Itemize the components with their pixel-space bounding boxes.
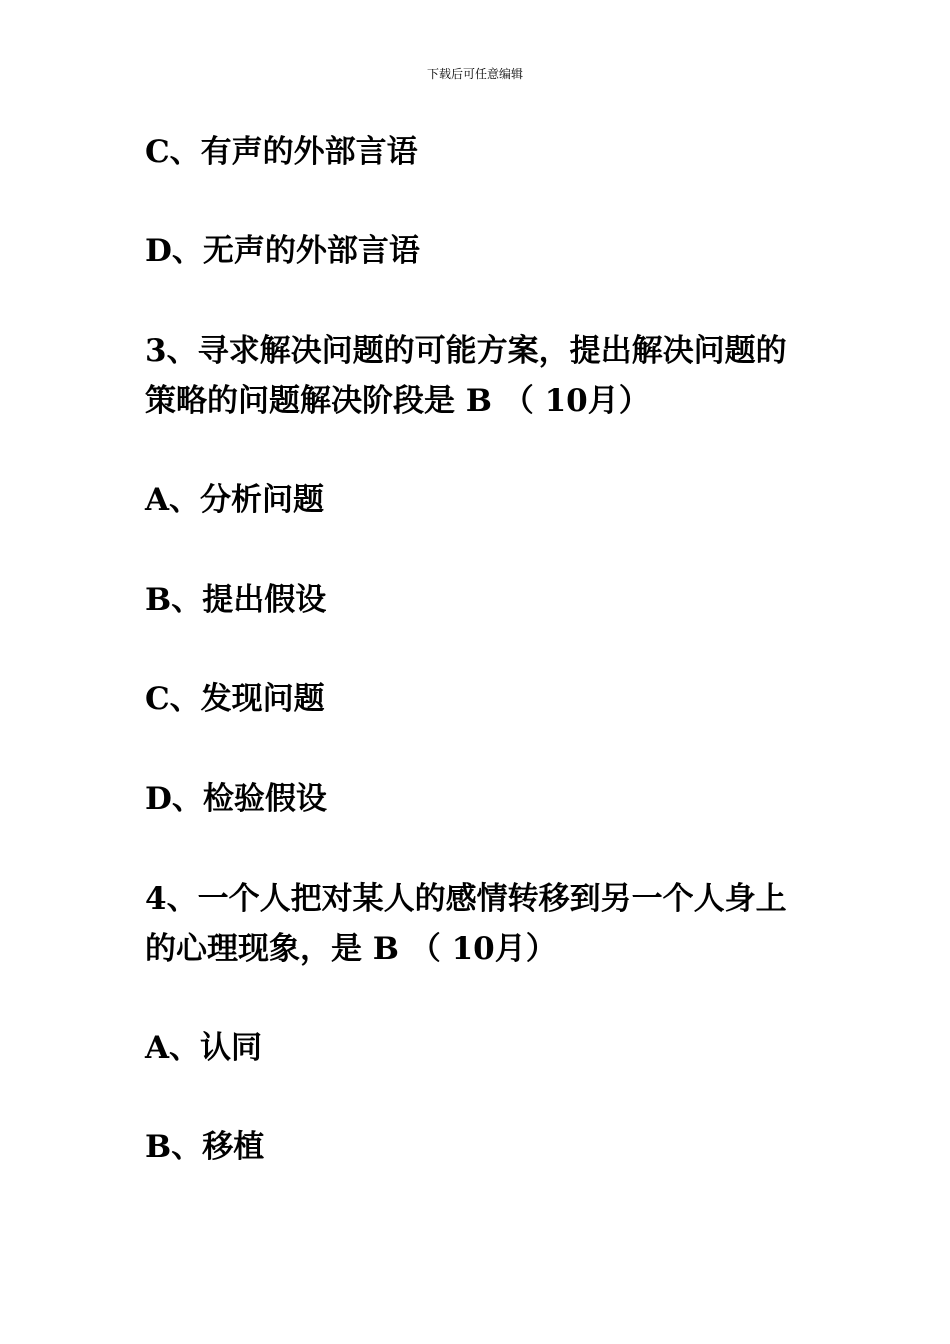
page-header-note: 下载后可任意编辑 [426, 67, 523, 81]
q2-option-c: C、有声的外部言语 [145, 134, 418, 170]
q4-question-line-2: 的心理现象，是 B （ 10月） [145, 931, 557, 967]
q3-question-line-2: 策略的问题解决阶段是 B （ 10月） [145, 383, 650, 419]
q4-question-line-1: 4、一个人把对某人的感情转移到另一个人身上 [145, 881, 787, 917]
q2-option-d: D、无声的外部言语 [145, 233, 420, 269]
q4-option-b: B、移植 [145, 1129, 265, 1165]
q4-option-a: A、认同 [145, 1030, 263, 1066]
q3-question-line-1: 3、寻求解决问题的可能方案，提出解决问题的 [145, 333, 787, 369]
q3-option-b: B、提出假设 [145, 582, 327, 618]
q3-option-a: A、分析问题 [145, 482, 325, 518]
q3-option-d: D、检验假设 [145, 781, 327, 817]
q3-option-c: C、发现问题 [145, 681, 325, 717]
